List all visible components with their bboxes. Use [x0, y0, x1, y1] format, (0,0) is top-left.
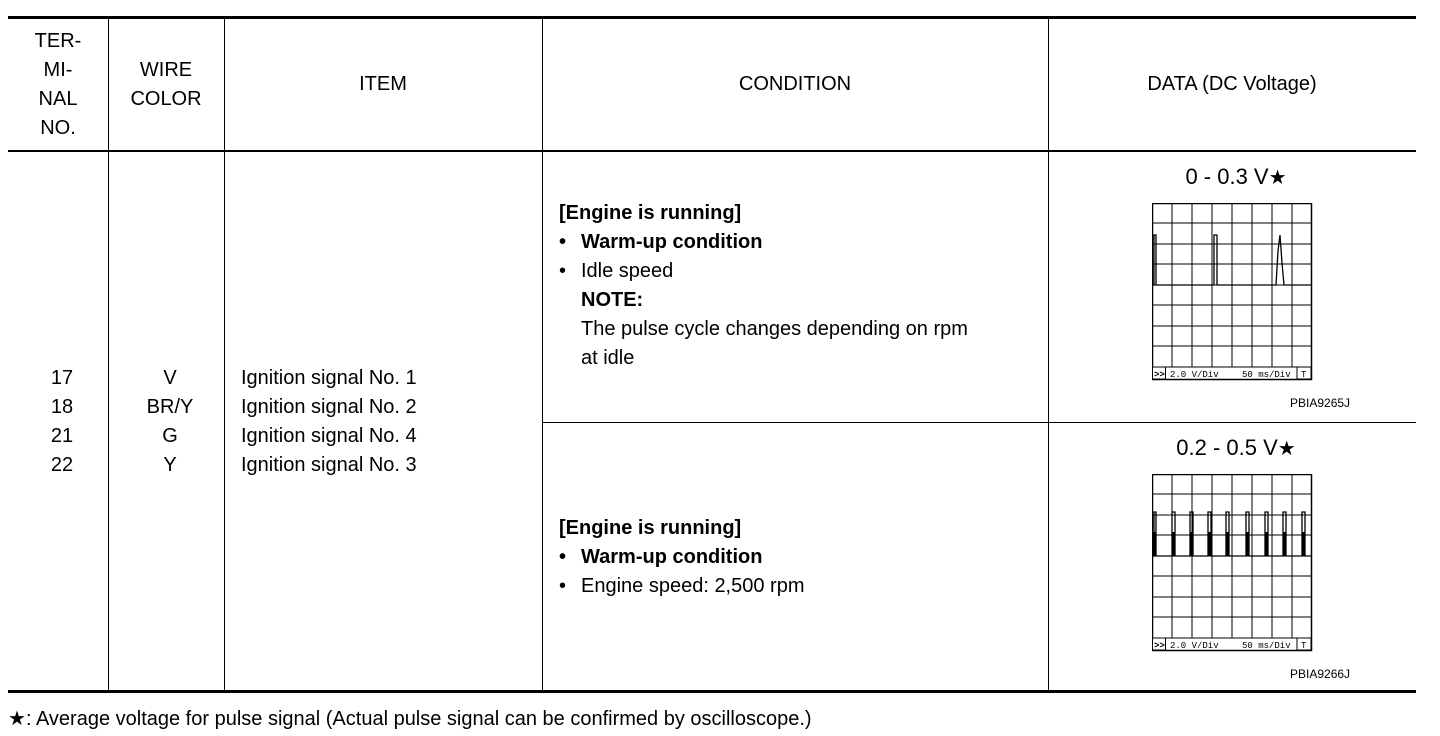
row-divider: [542, 422, 1416, 423]
star-icon: ★: [8, 708, 26, 730]
scope-t-label: T: [1301, 641, 1307, 651]
terminal-data-table: [8, 16, 1416, 693]
star-icon: ★: [1268, 167, 1287, 189]
header-condition: CONDITION: [738, 73, 852, 95]
oscilloscope-waveform-2500rpm: [1152, 474, 1314, 656]
header-divider: [8, 150, 1416, 152]
header-item: ITEM: [359, 73, 407, 95]
svg-text:>>: >>: [1154, 370, 1165, 380]
figure-code: PBIA9266J: [1290, 667, 1351, 681]
voltage-range-idle: 0 - 0.3 V★: [1185, 164, 1287, 189]
scope-time-label: 50 ms/Div: [1242, 641, 1291, 651]
header-terminal-no: TER- MI- NAL NO.: [34, 29, 82, 139]
oscilloscope-waveform-idle: [1152, 203, 1314, 385]
star-icon: ★: [1277, 438, 1296, 460]
figure-code: PBIA9265J: [1290, 396, 1351, 410]
terminal-numbers: 17 18 21 22: [50, 367, 74, 476]
header-wire-color: WIRE COLOR: [130, 58, 202, 110]
condition-idle: [Engine is running] • Warm-up condition • Idle speed NOTE: The pulse cycle changes depending on rpm at idle: [559, 202, 968, 369]
scope-time-label: 50 ms/Div: [1242, 370, 1291, 380]
svg-text:>>: >>: [1154, 641, 1165, 651]
footnote: ★: Average voltage for pulse signal (Actual pulse signal can be confirmed by oscilloscope.): [8, 708, 812, 730]
wire-colors: V BR/Y G Y: [146, 367, 194, 476]
condition-2500rpm: [Engine is running] • Warm-up condition • Engine speed: 2,500 rpm: [559, 517, 805, 597]
scope-t-label: T: [1301, 370, 1307, 380]
voltage-range-2500rpm: 0.2 - 0.5 V★: [1176, 435, 1296, 460]
header-data: DATA (DC Voltage): [1147, 73, 1317, 95]
scope-volt-label: 2.0 V/Div: [1170, 370, 1219, 380]
items-list: Ignition signal No. 1 Ignition signal No. 2 Ignition signal No. 4 Ignition signal No. 3: [241, 367, 417, 476]
scope-volt-label: 2.0 V/Div: [1170, 641, 1219, 651]
